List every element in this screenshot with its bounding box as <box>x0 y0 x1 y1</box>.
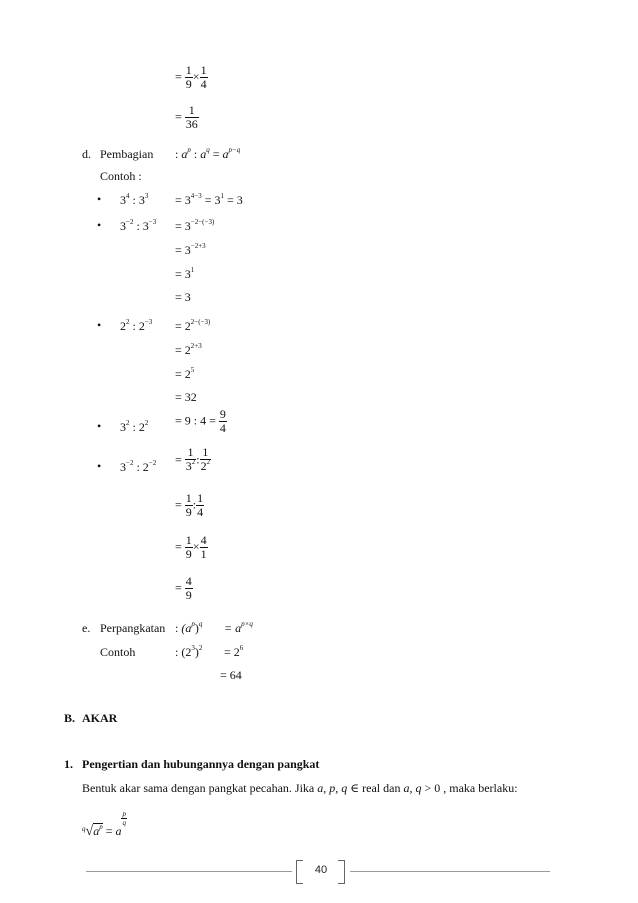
example-step: = $2^5$ <box>175 366 195 381</box>
fraction: $\frac{9}{4}$ <box>219 407 226 435</box>
fraction: $\frac{1}{4}$ <box>200 63 207 91</box>
example-lhs: $3^{-2}$ : $2^{-2}$ <box>120 459 157 474</box>
subsection-title: Pengertian dan hubungannya dengan pangkat <box>82 757 320 771</box>
fraction: $\frac{1}{9}$ <box>185 63 192 91</box>
bullet: • <box>97 318 102 332</box>
example-step: = 9 : 4 = $\frac{9}{4}$ <box>175 407 226 435</box>
example-step: = $2^{2-(-3)}$ <box>175 318 211 333</box>
contoh-label: Contoh <box>100 645 136 659</box>
section-title-akar: AKAR <box>82 711 118 725</box>
power-rule: : $(a^p)^q$ <box>175 620 203 635</box>
contoh-label: Contoh : <box>100 169 142 183</box>
example-lhs: $3^{-2}$ : $3^{-3}$ <box>120 218 157 233</box>
fraction: $\frac{4}{9}$ <box>185 574 192 602</box>
power-example-final: = 64 <box>220 668 242 682</box>
bullet: • <box>97 192 102 206</box>
example-step: = $\frac{4}{9}$ <box>175 574 192 602</box>
fraction: $\frac{4}{1}$ <box>200 533 207 561</box>
power-example-result: = $2^6$ <box>224 644 244 659</box>
example-lhs: $2^2$ : $2^{-3}$ <box>120 318 153 333</box>
example-step: = $3^{-2+3}$ <box>175 242 206 257</box>
item-label-d: d. <box>82 147 91 161</box>
fraction: $\frac{1}{3^2}$ <box>185 445 196 473</box>
bullet: • <box>97 218 102 232</box>
example-step: = 32 <box>175 390 197 404</box>
example-step: = 3 <box>175 290 191 304</box>
example-rhs: = $3^{4-3} = 3^1 = 3$ <box>175 192 243 207</box>
fraction: $\frac{1}{4}$ <box>197 491 204 519</box>
equation-line: = $\frac{1}{36}$ <box>175 103 198 131</box>
footer-bracket-left <box>296 860 303 884</box>
example-step: = $\frac{1}{9}$ : $\frac{1}{4}$ <box>175 491 204 519</box>
bullet: • <box>97 419 102 433</box>
example-step: = $3^{-2-(-3)}$ <box>175 218 215 233</box>
example-lhs: $3^2$ : $2^2$ <box>120 419 149 434</box>
fraction: $\frac{1}{2^2}$ <box>200 445 211 473</box>
example-step: = $\frac{1}{9}$ × $\frac{4}{1}$ <box>175 533 207 561</box>
section-label-b: B. <box>64 711 76 725</box>
page-number: 40 <box>314 864 328 876</box>
power-rule-result: = $a^{p\times q}$ <box>224 620 253 635</box>
heading-pembagian: Pembagian <box>100 147 154 161</box>
paragraph: Bentuk akar sama dengan pangkat pecahan. Jika a, p, q ∈ real dan a, q > 0 , maka berlaku: <box>82 781 518 795</box>
fraction: $\frac{1}{36}$ <box>185 103 198 131</box>
example-step: = $\frac{1}{3^2}$ : $\frac{1}{2^2}$ <box>175 445 211 473</box>
example-lhs: $3^4$ : $3^3$ <box>120 192 149 207</box>
footer-bracket-right <box>338 860 345 884</box>
example-step: = $2^{2+3}$ <box>175 342 202 357</box>
footer-rule-right <box>350 871 550 872</box>
example-step: = $3^1$ <box>175 266 195 281</box>
fraction: $\frac{1}{9}$ <box>185 491 192 519</box>
fraction: $\frac{1}{9}$ <box>185 533 192 561</box>
root-formula: $^q√a^p = a$ $\frac{p}{q}$ <box>82 810 126 839</box>
item-label-e: e. <box>82 621 91 635</box>
division-rule: : $a^p$ : $a^q = a^{p-q}$ <box>175 146 241 161</box>
heading-perpangkatan: Perpangkatan <box>100 621 166 635</box>
footer-rule-left <box>86 871 292 872</box>
power-example: : $(2^3)^2$ <box>175 644 203 659</box>
subsection-label-1: 1. <box>64 757 73 771</box>
equation-line: = $\frac{1}{9}$ × $\frac{1}{4}$ <box>175 63 207 91</box>
bullet: • <box>97 459 102 473</box>
